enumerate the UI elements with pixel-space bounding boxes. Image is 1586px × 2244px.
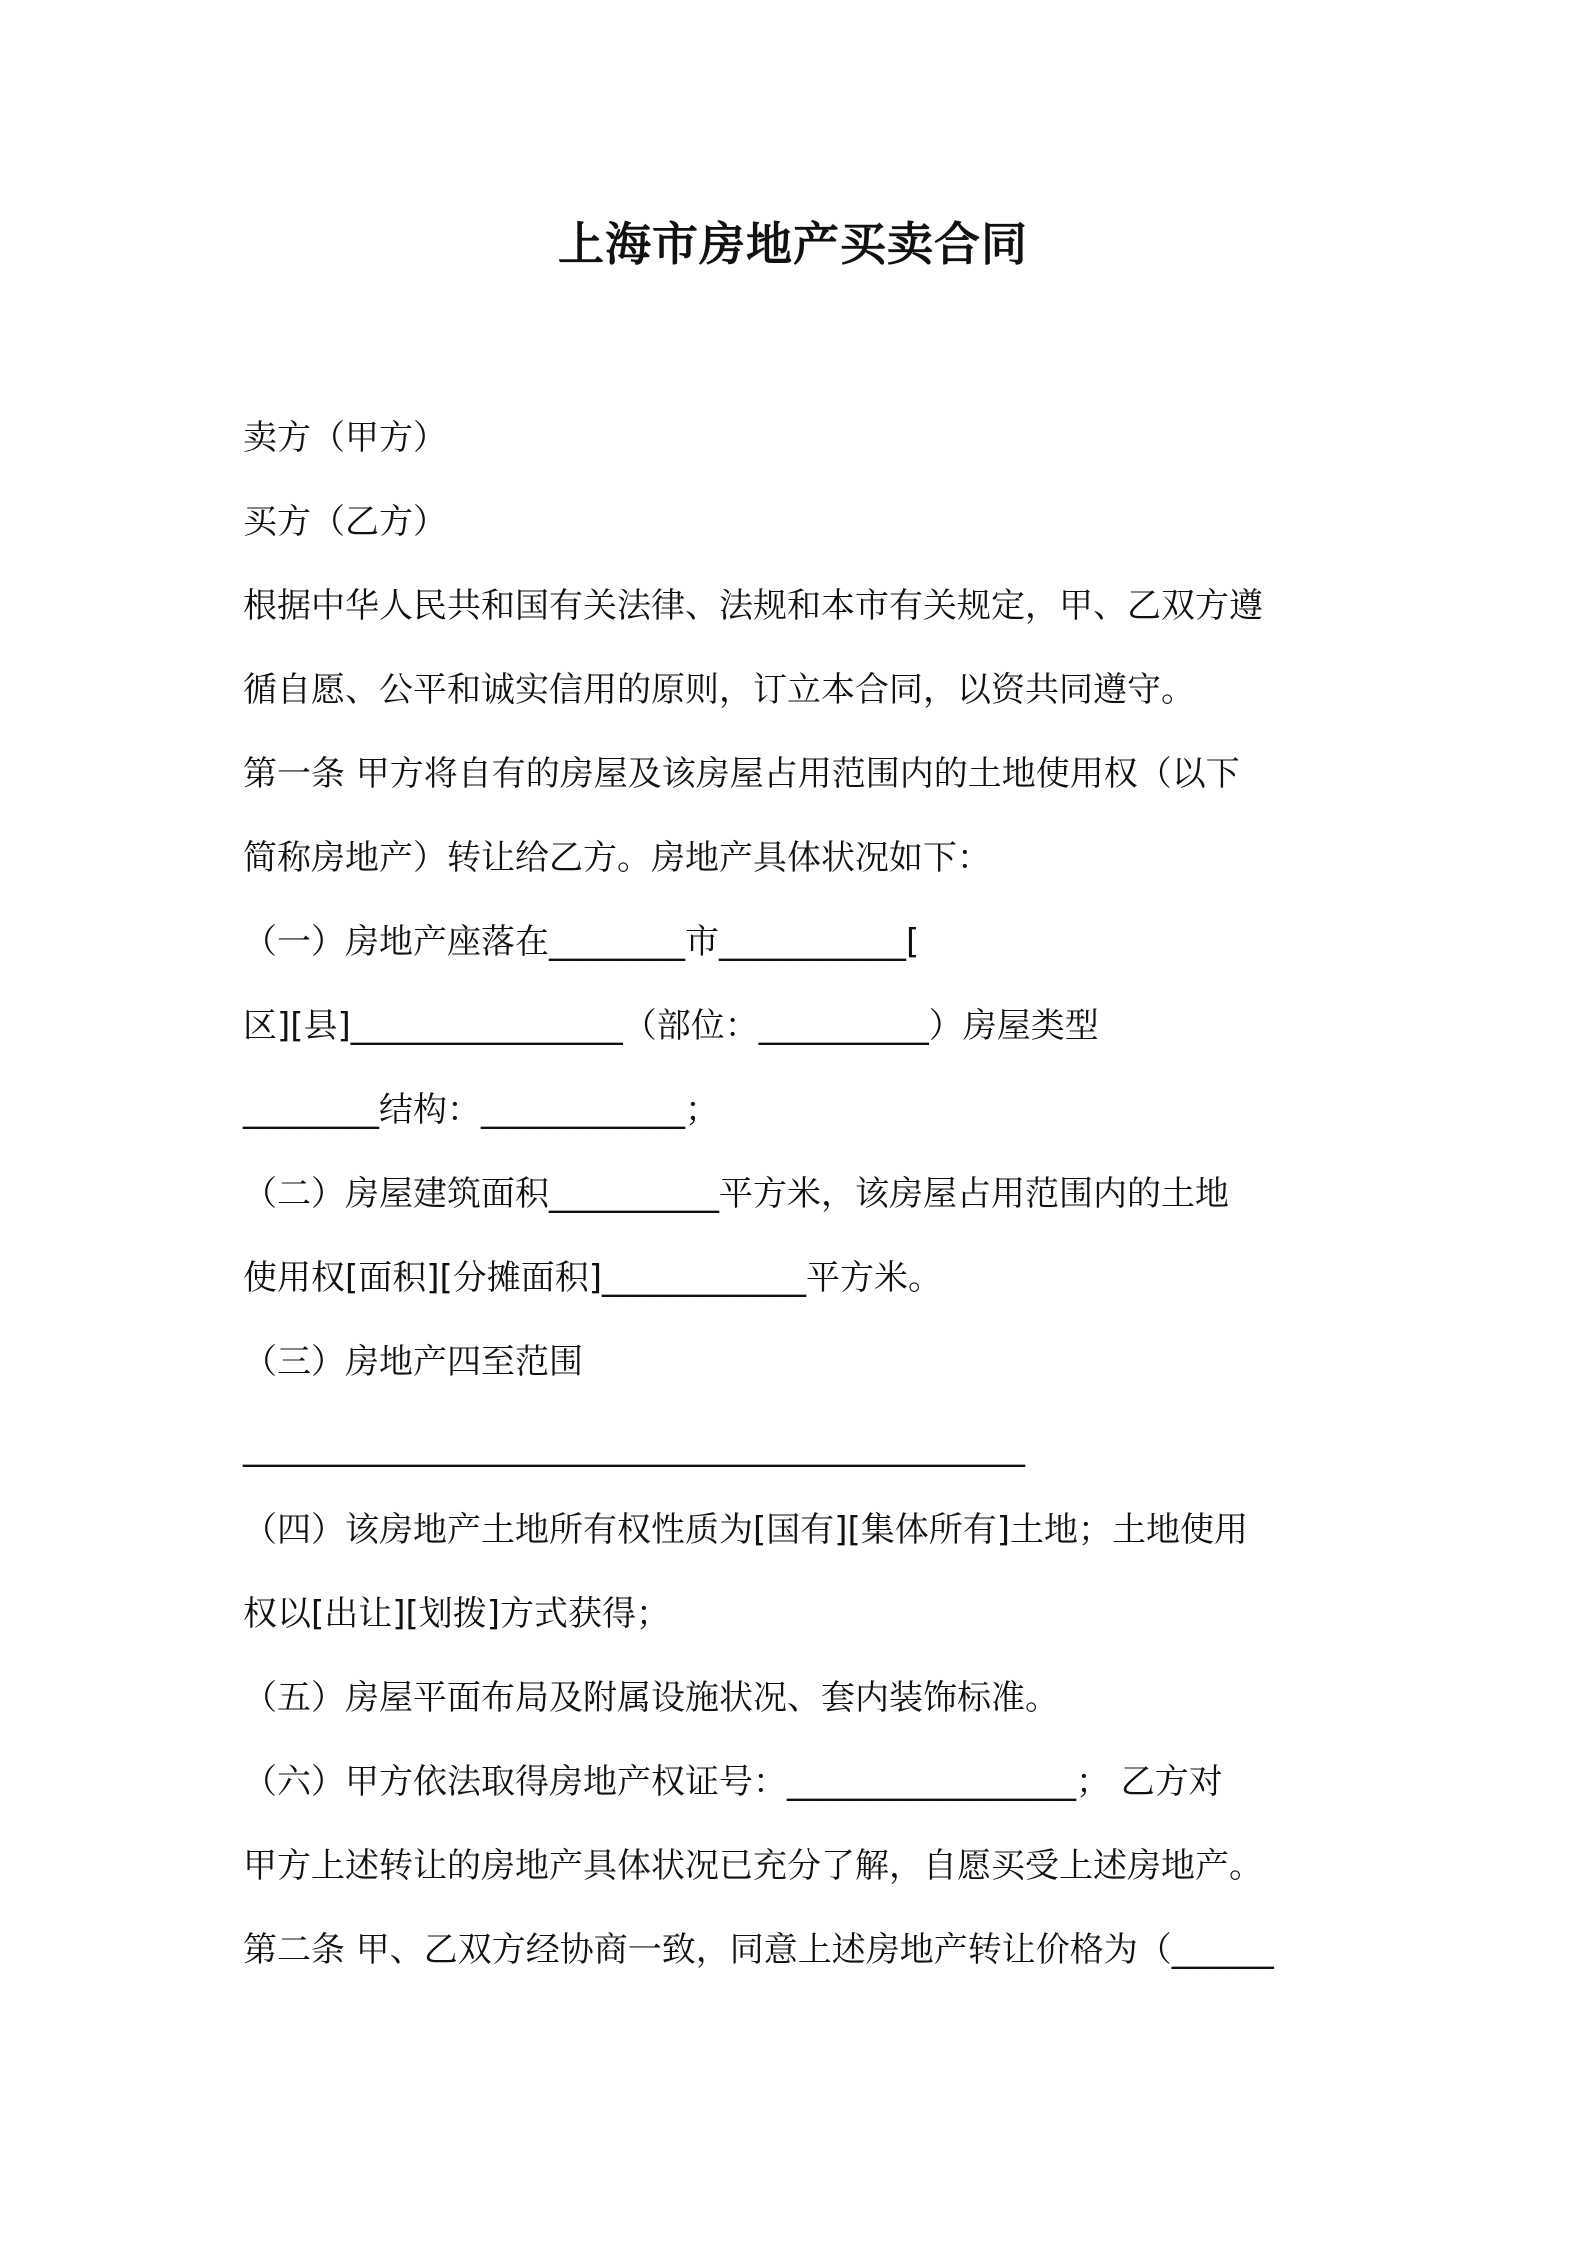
preamble-line-2: 循自愿、公平和诚实信用的原则，订立本合同，以资共同遵守。 [243, 670, 1195, 710]
item-4-line-2: 权以[出让][划拨]方式获得； [243, 1594, 671, 1634]
item-1-line-2: 区][县]________________（部位：__________）房屋类型 [243, 1006, 1099, 1046]
item-5-line: （五）房屋平面布局及附属设施状况、套内装饰标准。 [243, 1678, 1059, 1718]
buyer-party-line: 买方（乙方） [243, 502, 447, 542]
preamble-line-1: 根据中华人民共和国有关法律、法规和本市有关规定，甲、乙双方遵 [243, 586, 1263, 626]
item-1-line-3: ________结构：____________； [243, 1090, 719, 1130]
document-title: 上海市房地产买卖合同 [558, 217, 1028, 271]
article-1-line-1: 第一条 甲方将自有的房屋及该房屋占用范围内的土地使用权（以下 [243, 754, 1240, 794]
item-3-line-1: （三）房地产四至范围 [243, 1342, 583, 1382]
item-2-line-1: （二）房屋建筑面积__________平方米，该房屋占用范围内的土地 [243, 1174, 1229, 1214]
item-6-line-2: 甲方上述转让的房地产具体状况已充分了解，自愿买受上述房地产。 [243, 1846, 1263, 1886]
item-4-line-1: （四）该房地产土地所有权性质为[国有][集体所有]土地；土地使用 [243, 1510, 1249, 1550]
article-2-line-1: 第二条 甲、乙双方经协商一致，同意上述房地产转让价格为（______ [243, 1930, 1274, 1970]
item-3-blank-line: ______________________________________________ [243, 1428, 1025, 1468]
item-2-line-2: 使用权[面积][分摊面积]____________平方米。 [243, 1258, 943, 1298]
article-1-line-2: 简称房地产）转让给乙方。房地产具体状况如下： [243, 838, 991, 878]
item-1-line-1: （一）房地产座落在________市___________[ [243, 922, 920, 962]
seller-party-line: 卖方（甲方） [243, 418, 447, 458]
item-6-line-1: （六）甲方依法取得房地产权证号：_________________； 乙方对 [243, 1762, 1223, 1802]
